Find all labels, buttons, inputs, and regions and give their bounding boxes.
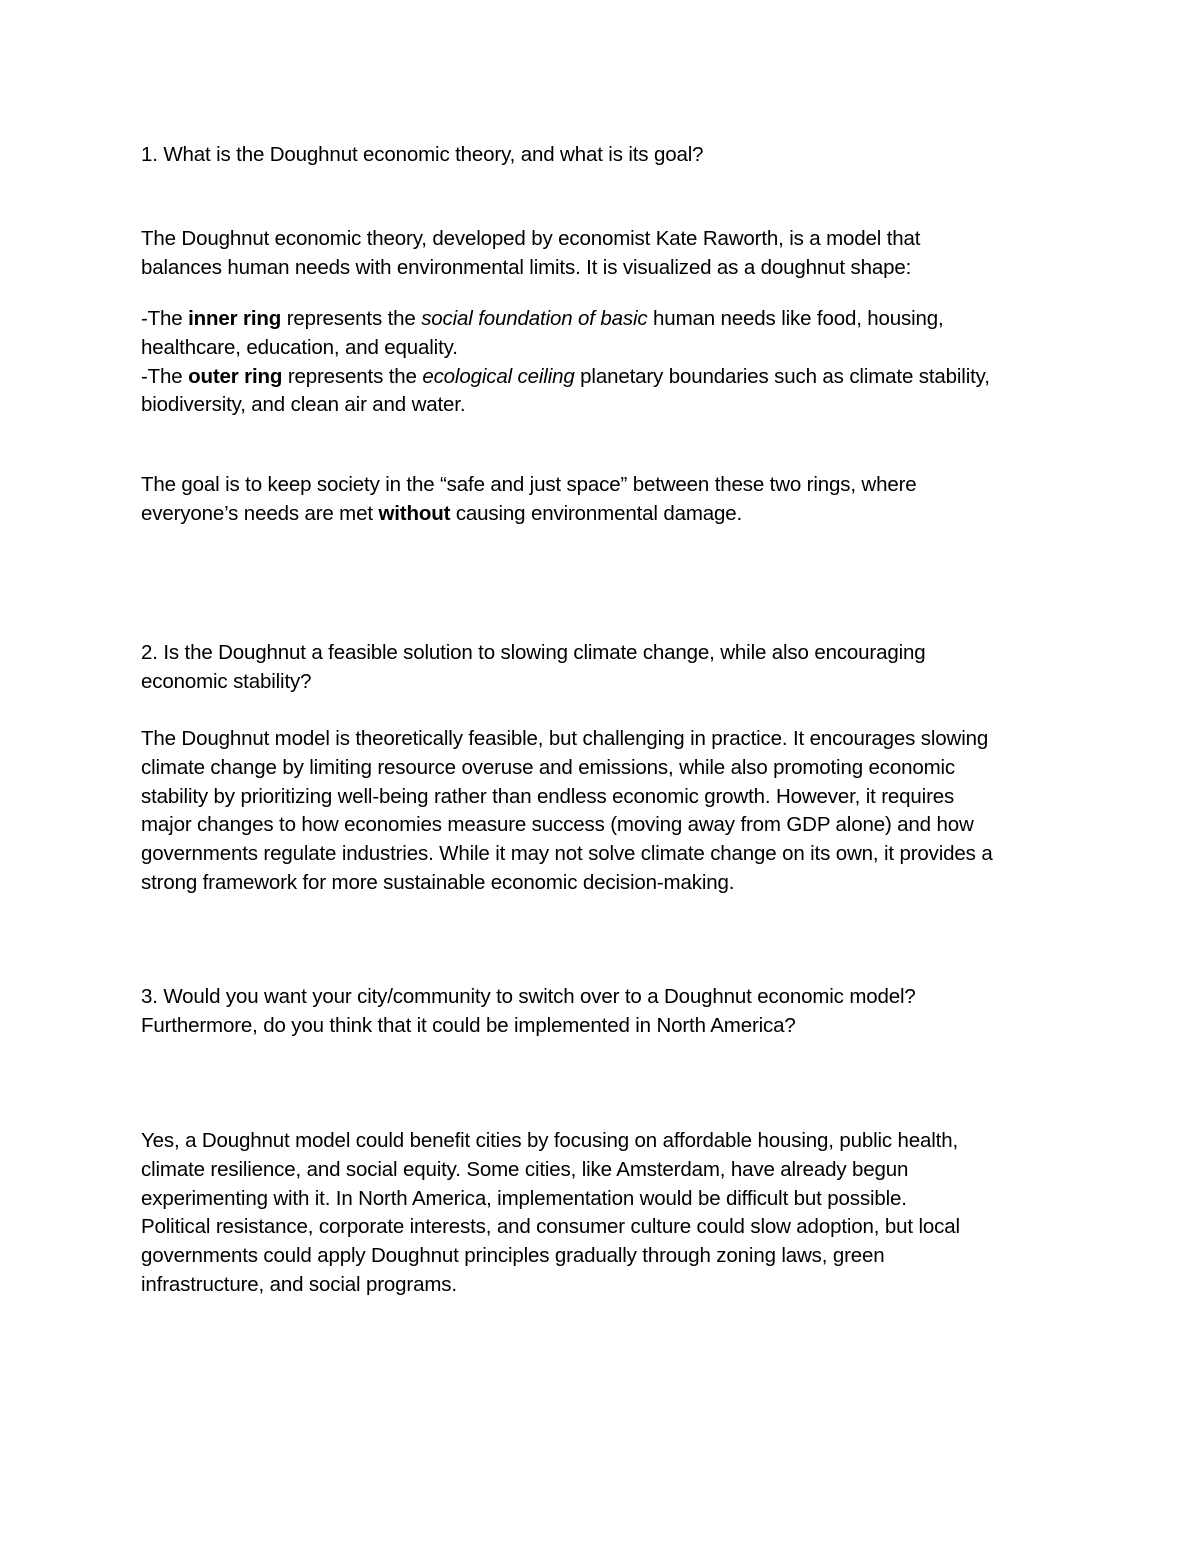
answer-3-line: Political resistance, corporate interests, and consumer culture could slow adoption, but local (141, 1215, 960, 1239)
answer-2 (141, 725, 1071, 898)
answer-1-intro-line: balances human needs with environmental limits. It is visualized as a doughnut shape: (141, 255, 912, 279)
answer-2-line: stability by prioritizing well-being rather than endless economic growth. However, it requires (141, 784, 955, 808)
inner-ring-mid: represents the (281, 307, 422, 330)
answer-1-goal (141, 471, 1071, 529)
question-2-line: 2. Is the Doughnut a feasible solution to slowing climate change, while also encouraging (141, 641, 926, 664)
question-3 (141, 983, 1071, 1041)
question-1 (141, 141, 1071, 170)
inner-ring-suffix: human needs like food, housing, (647, 307, 944, 330)
answer-2-line: climate change by limiting resource overuse and emissions, while also promoting economic (141, 755, 956, 779)
answer-1-intro-line: The Doughnut economic theory, developed by economist Kate Raworth, is a model that (141, 227, 921, 250)
answer-3-line: governments could apply Doughnut principles gradually through zoning laws, green (141, 1244, 885, 1268)
goal-line-2 (141, 500, 1071, 529)
goal-suffix: causing environmental damage. (450, 501, 743, 525)
goal-emphasis: without (378, 501, 451, 525)
question-2 (141, 639, 1071, 697)
outer-ring-suffix: planetary boundaries such as climate stability, (574, 364, 990, 388)
inner-ring-prefix: -The (141, 307, 189, 330)
answer-2-line: major changes to how economies measure success (moving away from GDP alone) and how (141, 813, 974, 837)
answer-3-line: climate resilience, and social equity. Some cities, like Amsterdam, have already begun (141, 1157, 909, 1181)
inner-ring-line (141, 305, 1071, 334)
outer-ring-line-2: biodiversity, and clean air and water. (141, 393, 466, 417)
answer-1-rings (141, 305, 1071, 420)
question-1-text: 1. What is the Doughnut economic theory, and what is its goal? (141, 143, 704, 166)
answer-2-line: strong framework for more sustainable economic decision-making. (141, 870, 735, 894)
outer-ring-emphasis: ecological ceiling (422, 364, 575, 388)
inner-ring-line-2: healthcare, education, and equality. (141, 335, 458, 359)
goal-line: The goal is to keep society in the “safe and just space” between these two rings, where (141, 473, 917, 496)
outer-ring-prefix: -The (141, 364, 189, 388)
question-3-line: 3. Would you want your city/community to switch over to a Doughnut economic model? (141, 985, 916, 1008)
outer-ring-term: outer ring (188, 364, 283, 388)
question-2-line: economic stability? (141, 669, 312, 693)
outer-ring-line (141, 363, 1071, 392)
answer-3-line: experimenting with it. In North America, implementation would be difficult but possible. (141, 1186, 907, 1210)
inner-ring-term: inner ring (188, 307, 282, 330)
answer-3 (141, 1127, 1071, 1300)
outer-ring-mid: represents the (282, 364, 423, 388)
answer-3-line: infrastructure, and social programs. (141, 1272, 457, 1296)
question-3-line: Furthermore, do you think that it could be implemented in North America? (141, 1013, 796, 1037)
inner-ring-emphasis: social foundation of basic (421, 307, 648, 330)
answer-1-intro (141, 225, 1071, 283)
goal-prefix: everyone’s needs are met (141, 501, 379, 525)
answer-2-line: The Doughnut model is theoretically feasible, but challenging in practice. It encourages slowing (141, 727, 989, 750)
answer-2-line: governments regulate industries. While it may not solve climate change on its own, it provides a (141, 842, 993, 866)
answer-3-line: Yes, a Doughnut model could benefit cities by focusing on affordable housing, public health, (141, 1129, 959, 1152)
